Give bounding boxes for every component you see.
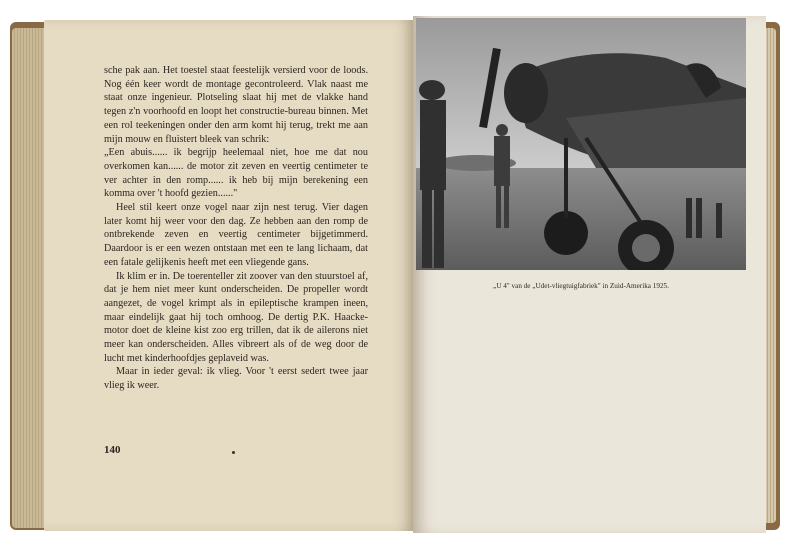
paragraph: „Een abuis...... ik begrijp heelemaal niet, hoe me dat nou overkomen kan...... de motor zit zeven en veertig centimeter te ver achter in den romp...... ik heb bij mijn berekening een komma over 't hoofd gezien......" (104, 147, 368, 200)
airplane-photo (416, 18, 746, 270)
left-page-text (104, 64, 368, 393)
airplane-photo-illustration (416, 18, 746, 270)
page-number: 140 (104, 444, 121, 456)
paragraph: Maar in ieder geval: ik vlieg. Voor 't eerst sedert twee jaar vlieg ik weer. (104, 366, 368, 392)
paragraph: sche pak aan. Het toestel staat feestelijk versierd voor de loods. Nog één keer wordt de montage gecontroleerd. Vlak naast me staat onze ingenieur. Plotseling slaat hij met de vlakke hand tegen z'n voorhoofd en loopt het constructie-bureau binnen. Met een rol teekeningen onder den arm komt hij terug, trekt me aan mijn mouw en fluistert bleek van schrik: (104, 65, 368, 145)
paragraph: Heel stil keert onze vogel naar zijn nest terug. Vier dagen later komt hij weer voor den dag. Ze hebben aan den romp de ontbrekende zeven en veertig centimeter bijgetimmerd. Daardoor is er een wezen ontstaan met een te lang lichaam, dat een fatale gelijkenis heeft met een vliegende gans. (104, 202, 368, 268)
ink-speck (232, 451, 235, 454)
photo-caption: „U 4" van de „Udet-vliegtuigfabriek" in Zuid-Amerika 1925. (493, 282, 669, 290)
paragraph: Ik klim er in. De toerenteller zit zoover van den stuurstoel af, dat je hem niet meer kunt onderscheiden. De propeller wordt aangezet, de vogel krimpt als in epileptische krampen ineen, maar eindelijk gaat hij toch omhoog. De dertig P.K. Haacke-motor doet de kleine kist zoo erg trillen, dat ik de ailerons niet meer kan onderscheiden. Alles vibreert als of de weg door de lucht met kinderhoofdjes geplaveid was. (104, 270, 368, 364)
